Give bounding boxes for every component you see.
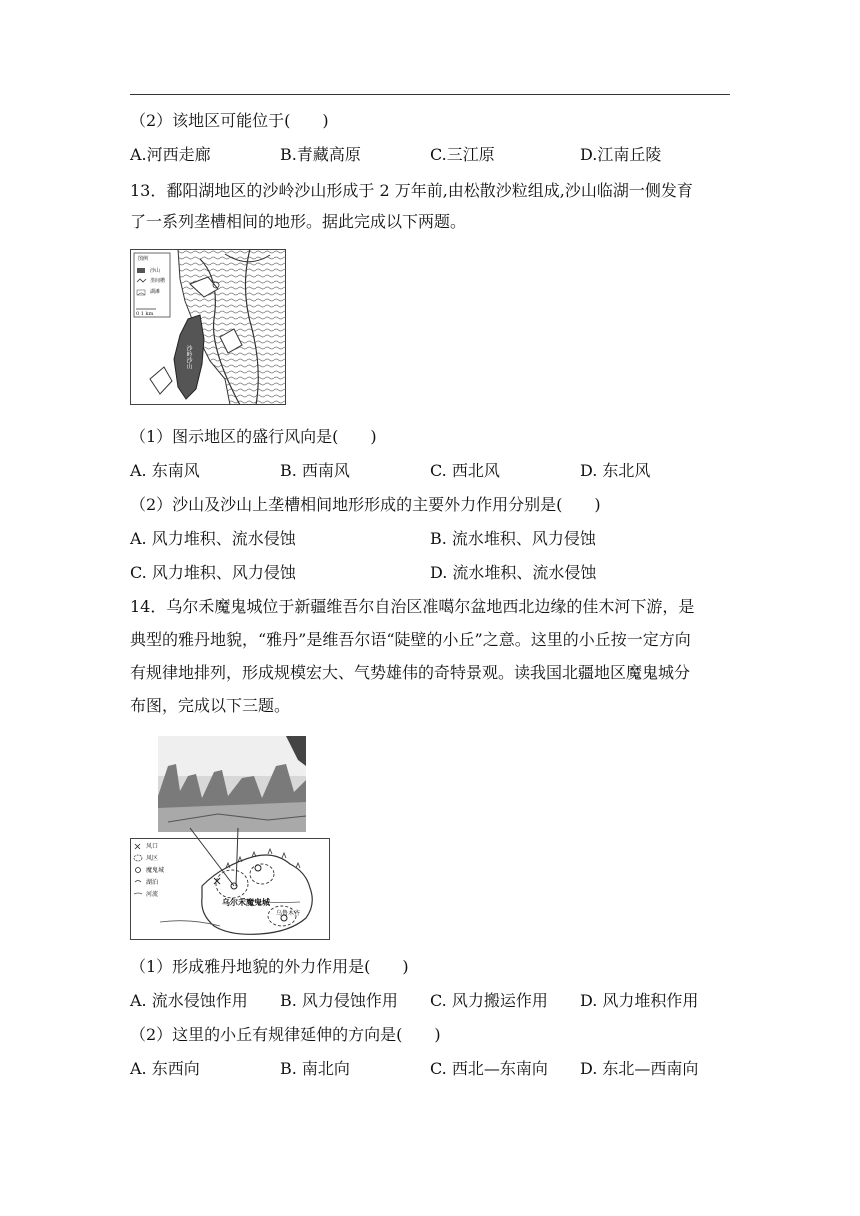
q14-place-label2: 乌鲁木齐 [276,910,301,917]
q13-poyang-map [130,249,286,405]
q13-sub2-option-c[interactable]: C. 风力堆积、风力侵蚀 [130,563,296,582]
q13-stem-line2: 了一系列垄槽相间的地形。据此完成以下两题。 [130,212,467,231]
q14-legend-item-1: 风区 [146,855,159,862]
q13-sub2-option-a[interactable]: A. 风力堆积、流水侵蚀 [130,529,296,548]
q14-sub2-option-a[interactable]: A. 东西向 [130,1059,200,1078]
q14-place-label: 乌尔禾魔鬼城 [222,897,270,907]
q14-yardang-photo [158,736,306,832]
q12-option-c[interactable]: C.三江原 [430,145,495,164]
q12-sub2-stem: （2）该地区可能位于( ) [130,111,329,130]
q14-sub2-option-c[interactable]: C. 西北—东南向 [430,1059,548,1078]
q13-sub1-stem: （1）图示地区的盛行风向是( ) [130,427,377,446]
legend-beach-swatch [137,290,145,295]
q14-photo-svg [158,736,306,832]
q13-sub1-option-b[interactable]: B. 西南风 [280,461,350,480]
q12-option-a[interactable]: A.河西走廊 [130,145,211,164]
q14-sub2-option-d[interactable]: D. 东北—西南向 [580,1059,699,1078]
legend-sand-swatch [137,268,145,273]
header-rule [130,94,730,95]
q13-legend-item-1: 垄间槽 [150,278,166,284]
q14-stem-line4: 布图，完成以下三题。 [130,696,291,715]
q14-sub2-option-b[interactable]: B. 南北向 [280,1059,350,1078]
q14-stem-line3: 有规律地排列，形成规模宏大、气势雄伟的奇特景观。读我国北疆地区魔鬼城分 [130,663,691,682]
q14-stem-line2: 典型的雅丹地貌，“雅丹”是维吾尔语“陡壁的小丘”之意。这里的小丘按一定方向 [130,630,691,649]
q14-legend-item-2: 魔鬼城 [146,867,165,874]
q14-sub1-stem: （1）形成雅丹地貌的外力作用是( ) [130,957,409,976]
q13-sub2-option-b[interactable]: B. 流水堆积、风力侵蚀 [430,529,596,548]
q14-sub1-option-a[interactable]: A. 流水侵蚀作用 [130,991,248,1010]
q13-map-scale: 0 1 km [136,311,154,317]
q13-legend-title: 图例 [138,256,149,262]
q14-legend-item-0: 风口 [146,843,159,850]
q13-sub1-option-d[interactable]: D. 东北风 [580,461,651,480]
q13-legend-item-0: 沙山 [150,268,161,274]
q13-sub1-option-c[interactable]: C. 西北风 [430,461,500,480]
q14-sub1-option-b[interactable]: B. 风力侵蚀作用 [280,991,398,1010]
q14-sub2-stem: （2）这里的小丘有规律延伸的方向是( ) [130,1025,441,1044]
q13-sand-label: 沙岭沙山 [185,345,192,369]
q12-option-d[interactable]: D.江南丘陵 [580,145,662,164]
q14-sub1-option-d[interactable]: D. 风力堆积作用 [580,991,699,1010]
q14-legend-item-3: 湖泊 [146,879,159,886]
q12-option-b[interactable]: B.青藏高原 [280,145,361,164]
q14-stem-line1: 14．乌尔禾魔鬼城位于新疆维吾尔自治区准噶尔盆地西北边缘的佳木河下游，是 [130,597,695,616]
q14-sub1-option-c[interactable]: C. 风力搬运作用 [430,991,548,1010]
q14-leader-lines [180,826,260,892]
q13-legend-item-2: 湖滩 [150,289,161,295]
q13-sub2-option-d[interactable]: D. 流水堆积、流水侵蚀 [430,563,597,582]
q13-sub2-stem: （2）沙山及沙山上垄槽相间地形形成的主要外力作用分别是( ) [130,495,601,514]
q13-stem-line1: 13．鄱阳湖地区的沙岭沙山形成于 2 万年前,由松散沙粒组成,沙山临湖一侧发育 [130,181,693,200]
q14-legend-item-4: 河流 [146,891,159,898]
q13-sub1-option-a[interactable]: A. 东南风 [130,461,200,480]
